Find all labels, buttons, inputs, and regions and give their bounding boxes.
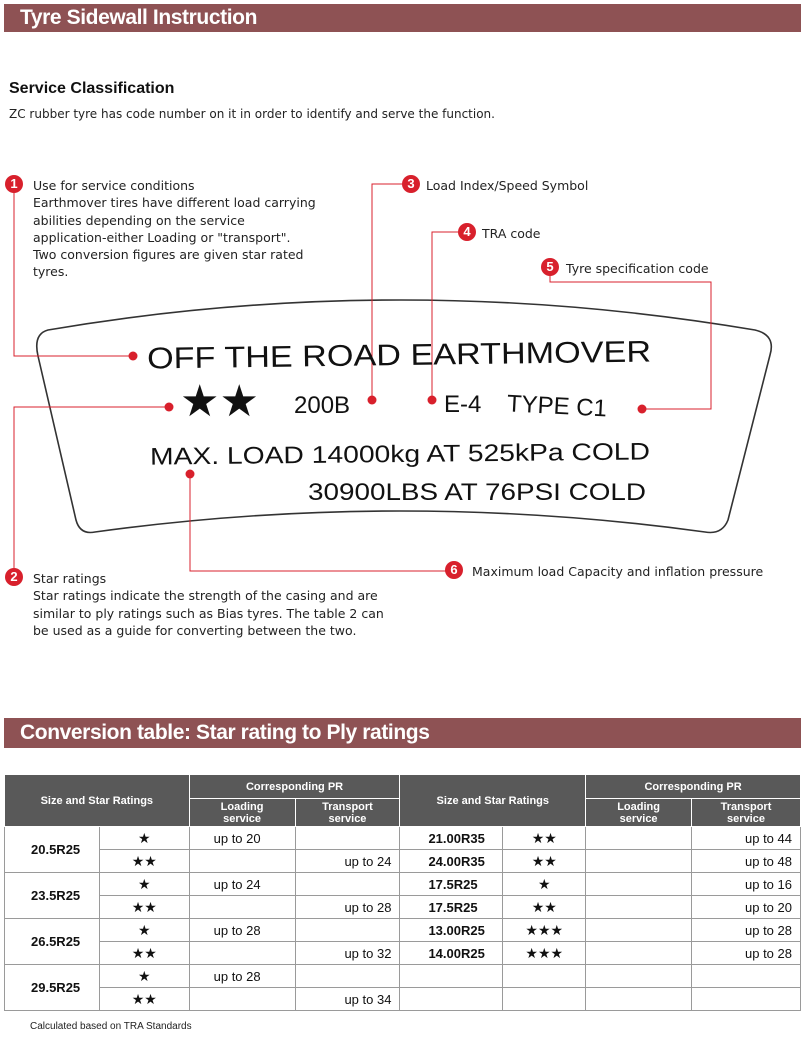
left-star-cell: ★★ (99, 942, 189, 965)
left-star-cell: ★ (99, 873, 189, 896)
table-row (5, 919, 801, 942)
left-transport-cell: up to 28 (295, 896, 400, 919)
marker-dot-4 (428, 396, 437, 405)
header-corresponding-right: Corresponding PR (586, 775, 801, 799)
right-transport-cell: up to 20 (692, 896, 801, 919)
table-row (5, 965, 801, 988)
right-star-cell: ★★ (503, 850, 586, 873)
left-size-cell: 26.5R25 (5, 919, 100, 965)
table-row (5, 896, 801, 919)
right-transport-cell: up to 28 (692, 942, 801, 965)
left-star-cell: ★★ (99, 850, 189, 873)
sidewall-max-load-imperial: 30900LBS AT 76PSI COLD (308, 479, 646, 506)
table-row (5, 873, 801, 896)
left-star-cell: ★ (99, 919, 189, 942)
header-size-star-left: Size and Star Ratings (5, 775, 190, 827)
right-transport-cell: up to 28 (692, 919, 801, 942)
marker-dot-6 (186, 470, 195, 479)
right-star-cell (503, 988, 586, 1011)
left-transport-cell: up to 34 (295, 988, 400, 1011)
right-star-cell: ★★★ (503, 942, 586, 965)
callout-1-text: Use for service conditions Earthmover tires have different load carrying abilities depending on the service application-either Loading or "transport". Two conversion figures are given star rated tyres. (33, 178, 316, 280)
right-star-cell: ★★★ (503, 919, 586, 942)
conversion-table (4, 774, 801, 1011)
right-loading-cell (586, 942, 692, 965)
sidewall-max-load: MAX. LOAD 14000kg AT 525kPa COLD (149, 439, 575, 471)
left-loading-cell (189, 896, 295, 919)
left-star-cell: ★ (99, 965, 189, 988)
right-loading-cell (586, 988, 692, 1011)
marker-dot-1 (129, 352, 138, 361)
right-transport-cell (692, 965, 801, 988)
sidewall-type-code: TYPE C1 (506, 390, 608, 423)
right-star-cell: ★ (503, 873, 586, 896)
right-transport-cell (692, 988, 801, 1011)
callout-number-2: 2 (5, 568, 23, 586)
callout-number-1: 1 (5, 175, 23, 193)
callout-2-text: Star ratings Star ratings indicate the strength of the casing and are similar to ply ratings such as Bias tyres. The table 2 can be used as a guide for converting between the two. (33, 571, 384, 638)
callout-3-text: Load Index/Speed Symbol (426, 178, 589, 193)
header-loading-right: Loading service (586, 799, 692, 827)
header-transport-right: Transport service (692, 799, 801, 827)
right-transport-cell: up to 48 (692, 850, 801, 873)
sidewall-line1: OFF THE ROAD EARTHMOVER (146, 336, 590, 376)
callout-6-text: Maximum load Capacity and inflation pressure (472, 564, 764, 579)
table-row (5, 942, 801, 965)
left-transport-cell: up to 24 (295, 850, 400, 873)
section-title: Service Classification (9, 80, 175, 97)
left-loading-cell: up to 28 (189, 919, 295, 942)
right-size-cell (400, 988, 503, 1011)
right-star-cell (503, 965, 586, 988)
right-size-cell: 17.5R25 (400, 873, 503, 896)
right-transport-cell: up to 44 (692, 827, 801, 850)
left-loading-cell: up to 28 (189, 965, 295, 988)
footnote: Calculated based on TRA Standards (30, 1021, 192, 1032)
right-loading-cell (586, 827, 692, 850)
left-size-cell: 29.5R25 (5, 965, 100, 1011)
callout-number-3: 3 (402, 175, 420, 193)
marker-dot-5 (638, 405, 647, 414)
table-row (5, 850, 801, 873)
callout-number-4: 4 (458, 223, 476, 241)
left-transport-cell (295, 919, 400, 942)
marker-dot-3 (368, 396, 377, 405)
right-size-cell: 14.00R25 (400, 942, 503, 965)
conversion-banner (4, 718, 801, 748)
right-star-cell: ★★ (503, 896, 586, 919)
left-star-cell: ★ (99, 827, 189, 850)
right-loading-cell (586, 896, 692, 919)
right-size-cell: 21.00R35 (400, 827, 503, 850)
right-loading-cell (586, 919, 692, 942)
right-loading-cell (586, 850, 692, 873)
left-star-cell: ★★ (99, 896, 189, 919)
header-corresponding-left: Corresponding PR (189, 775, 400, 799)
callout-number-6: 6 (445, 561, 463, 579)
left-size-cell: 23.5R25 (5, 873, 100, 919)
right-transport-cell: up to 16 (692, 873, 801, 896)
marker-dot-2 (165, 403, 174, 412)
right-size-cell: 17.5R25 (400, 896, 503, 919)
sidewall-tra-code: E-4 (444, 391, 482, 418)
left-loading-cell: up to 20 (189, 827, 295, 850)
left-transport-cell (295, 827, 400, 850)
left-loading-cell (189, 942, 295, 965)
callout-number-5: 5 (541, 258, 559, 276)
sidewall-load-index: 200B (294, 392, 351, 419)
table-row (5, 988, 801, 1011)
right-size-cell: 13.00R25 (400, 919, 503, 942)
left-transport-cell: up to 32 (295, 942, 400, 965)
left-loading-cell (189, 988, 295, 1011)
table-row (5, 827, 801, 850)
left-star-cell: ★★ (99, 988, 189, 1011)
header-loading-left: Loading service (189, 799, 295, 827)
sidewall-stars: ★★ (180, 376, 259, 427)
right-size-cell: 24.00R35 (400, 850, 503, 873)
callout-4-text: TRA code (482, 226, 541, 241)
page-title: Tyre Sidewall Instruction (20, 6, 257, 29)
callout-5-text: Tyre specification code (566, 261, 709, 276)
right-star-cell: ★★ (503, 827, 586, 850)
left-loading-cell (189, 850, 295, 873)
left-size-cell: 20.5R25 (5, 827, 100, 873)
header-size-star-right: Size and Star Ratings (400, 775, 586, 827)
right-loading-cell (586, 873, 692, 896)
left-loading-cell: up to 24 (189, 873, 295, 896)
left-transport-cell (295, 965, 400, 988)
right-size-cell (400, 965, 503, 988)
header-transport-left: Transport service (295, 799, 400, 827)
section-subtitle: ZC rubber tyre has code number on it in order to identify and serve the function. (9, 107, 495, 121)
left-transport-cell (295, 873, 400, 896)
conversion-title: Conversion table: Star rating to Ply ratings (20, 721, 430, 744)
right-loading-cell (586, 965, 692, 988)
